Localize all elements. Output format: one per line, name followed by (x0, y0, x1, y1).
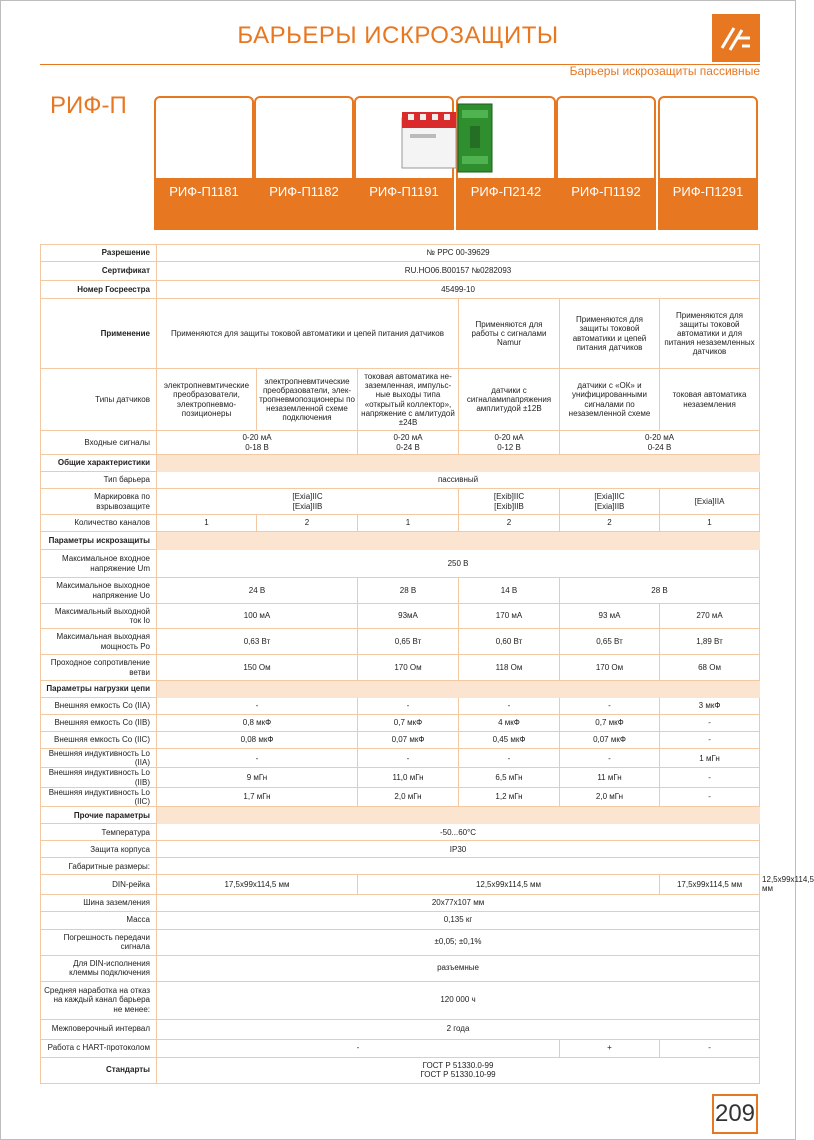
row-certificate (41, 262, 760, 281)
cell-value: 28 В (358, 578, 459, 604)
row-sensors (41, 369, 760, 431)
section-title: Общие характеристики (41, 455, 157, 472)
section-general (41, 455, 760, 472)
cell-value: 0-20 мА 0-24 В (358, 431, 459, 455)
row-application (41, 299, 760, 369)
cell-value: электропневмтические преобразователи, элек-тропневмопозционеры по незаземленной схеме подключения (257, 369, 358, 431)
cell-value: - (157, 698, 358, 715)
cell-value: 2 (560, 515, 660, 532)
cell-value: RU.НО06.B00157 №0282093 (157, 262, 760, 281)
cell-value: - (660, 715, 760, 732)
cell-value: 250 В (157, 550, 760, 578)
cell-value: - (358, 698, 459, 715)
cell-value: 100 мА (157, 604, 358, 629)
cell-value: 0,60 Вт (459, 629, 560, 655)
cell-value: 0-20 мА 0-18 В (157, 431, 358, 455)
row-label: Масса (41, 911, 157, 929)
row-label: Межповерочный интервал (41, 1019, 157, 1039)
spec-table (40, 244, 814, 1084)
cell-value: Применяются для защиты токовой автоматики и цепей питания датчиков (157, 299, 459, 369)
cell-value: [Exia]IIC [Exia]IIB (157, 489, 459, 515)
cell-value: 6,5 мГн (459, 768, 560, 787)
cell-value: - (660, 787, 760, 806)
row-label: Внешняя индуктивность Lo (IIA) (41, 749, 157, 768)
product-tab-5[interactable] (556, 96, 656, 230)
cell-value: 170 Ом (358, 655, 459, 681)
cell-value: токовая автоматика незаземления (660, 369, 760, 431)
row-label: Защита корпуса (41, 841, 157, 858)
cell-value: - (157, 1039, 560, 1057)
cell-value: Применяются для работы с сигналами Namur (459, 299, 560, 369)
row-din: DIN-рейка 17,5x99x114,5 мм 12,5x99x114,5 мм 17,5x99x114,5 мм 12,5x99x114,5 мм (41, 875, 760, 894)
cell-value: 1,89 Вт (660, 629, 760, 655)
row-label: Внешняя емкость Co (IIC) (41, 732, 157, 749)
section-load (41, 681, 760, 698)
section-title: Прочие параметры (41, 807, 157, 824)
cell-value: 1 мГн (660, 749, 760, 768)
row-label: Внешняя емкость Co (IIB) (41, 715, 157, 732)
product-tab-2[interactable] (254, 96, 354, 230)
row-uo (41, 578, 760, 604)
row-label: Маркировка по взрывозащите (41, 489, 157, 515)
row-co-iib (41, 715, 760, 732)
cell-value: 17,5x99x114,5 мм (660, 875, 760, 894)
cell-value: 1,2 мГн (459, 787, 560, 806)
row-protection (41, 841, 760, 858)
row-label: Температура (41, 824, 157, 841)
cell-value: -50...60°С (157, 824, 760, 841)
cell-value: 1 (157, 515, 257, 532)
cell-value: 0,07 мкФ (560, 732, 660, 749)
row-label: Номер Госреестра (41, 281, 157, 299)
row-lo-iib (41, 768, 760, 787)
row-permit (41, 245, 760, 262)
row-label: Разрешение (41, 245, 157, 262)
row-label: Тип барьера (41, 472, 157, 489)
page-header-title: БАРЬЕРЫ ИСКРОЗАЩИТЫ (237, 22, 559, 49)
cell-value: 118 Ом (459, 655, 560, 681)
cell-value: - (459, 749, 560, 768)
cell-value: 0,45 мкФ (459, 732, 560, 749)
cell-value: IP30 (157, 841, 760, 858)
cell-value: 170 мА (459, 604, 560, 629)
cell-value: 0,07 мкФ (358, 732, 459, 749)
cell-value: токовая автоматика не-заземленная, импульс-ные выходы типа «открытый коллектор», напряжение с амлитудой ±24В (358, 369, 459, 431)
row-calibration (41, 1019, 760, 1039)
row-label: Погрешность передачи сигнала (41, 929, 157, 955)
row-label: Типы датчиков (41, 369, 157, 431)
row-lo-iia (41, 749, 760, 768)
page-subtitle: Барьеры искрозащиты пассивные (569, 64, 760, 78)
cell-value: Применяются для защиты токовой автоматики и цепей питания датчиков (560, 299, 660, 369)
row-label: Входные сигналы (41, 431, 157, 455)
section-title: Параметры искрозащиты (41, 532, 157, 550)
cell-value: № РРС 00-39629 (157, 245, 760, 262)
row-terminals (41, 955, 760, 981)
cell-value: 9 мГн (157, 768, 358, 787)
cell-value: [Exia]IIC [Exia]IIB (560, 489, 660, 515)
section-intrinsic-safety (41, 532, 760, 550)
cell-value: 0,65 Вт (560, 629, 660, 655)
cell-value: 0,135 кг (157, 911, 760, 929)
cell-value: электропневмтические преобразователи, электропневмо-позиционеры (157, 369, 257, 431)
cell-value: 270 мА (660, 604, 760, 629)
product-tab-label: РИФ-П1181 (154, 178, 254, 230)
cell-value: - (660, 732, 760, 749)
cell-value: 24 В (157, 578, 358, 604)
row-label: Внешняя индуктивность Lo (IIB) (41, 768, 157, 787)
cell-value: 0,8 мкФ (157, 715, 358, 732)
section-other (41, 807, 760, 824)
row-label: Максимальное входное напряжение Um (41, 550, 157, 578)
row-hart (41, 1039, 760, 1057)
row-label: Проходное сопротивление ветви (41, 655, 157, 681)
row-accuracy (41, 929, 760, 955)
row-inputs (41, 431, 760, 455)
row-po (41, 629, 760, 655)
row-label: Применение (41, 299, 157, 369)
cell-value: 1,7 мГн (157, 787, 358, 806)
row-marking (41, 489, 760, 515)
row-mtbf (41, 981, 760, 1019)
row-io (41, 604, 760, 629)
cell-value: - (459, 698, 560, 715)
row-label: Работа с HART-протоколом (41, 1039, 157, 1057)
cell-value: 14 В (459, 578, 560, 604)
row-co-iia (41, 698, 760, 715)
cell-value: + (560, 1039, 660, 1057)
cell-value: 12,5x99x114,5 мм (358, 875, 660, 894)
cell-value: 93 мА (560, 604, 660, 629)
product-tab-label: РИФ-П1192 (556, 178, 656, 230)
cell-value: 28 В (560, 578, 760, 604)
section-title: Параметры нагрузки цепи (41, 681, 157, 698)
product-tab-label: РИФ-П2142 (456, 178, 556, 230)
product-tab-label: РИФ-П1182 (254, 178, 354, 230)
row-label: Для DIN-исполнения клеммы подключения (41, 955, 157, 981)
cell-value: 0,7 мкФ (358, 715, 459, 732)
cell-value: 0,63 Вт (157, 629, 358, 655)
cell-value: - (560, 749, 660, 768)
product-tab-6[interactable] (658, 96, 758, 230)
row-barrier-type (41, 472, 760, 489)
cell-value: 4 мкФ (459, 715, 560, 732)
product-tab-label: РИФ-П1191 (354, 178, 454, 230)
product-image (400, 100, 500, 176)
row-label: Шина заземления (41, 894, 157, 911)
cell-value: 20x77x107 мм (157, 894, 760, 911)
cell-value: 2 (459, 515, 560, 532)
row-dimensions (41, 858, 760, 875)
cell-value: 0-20 мА 0-12 В (459, 431, 560, 455)
cell-value: [Exib]IIC [Exib]IIB (459, 489, 560, 515)
cell-value: 1 (660, 515, 760, 532)
row-label: Количество каналов (41, 515, 157, 532)
cell-value: 0,7 мкФ (560, 715, 660, 732)
cell-value: 0,08 мкФ (157, 732, 358, 749)
row-label: Габаритные размеры: (41, 858, 157, 875)
logo-icon (712, 14, 760, 62)
cell-value: - (660, 1039, 760, 1057)
cell-value: 68 Ом (660, 655, 760, 681)
cell-value: - (560, 698, 660, 715)
cell-value: ±0,05; ±0,1% (157, 929, 760, 955)
cell-value: - (358, 749, 459, 768)
product-tab-1[interactable] (154, 96, 254, 230)
row-mass (41, 911, 760, 929)
product-tab-label: РИФ-П1291 (658, 178, 758, 230)
row-label: Внешняя индуктивность Lo (IIC) (41, 787, 157, 806)
row-channels (41, 515, 760, 532)
cell-value: - (660, 768, 760, 787)
cell-value: пассивный (157, 472, 760, 489)
cell-value: 120 000 ч (157, 981, 760, 1019)
row-label: Стандарты (41, 1057, 157, 1083)
cell-value: Применяются для защиты токовой автоматики и для питания незаземленных датчиков (660, 299, 760, 369)
cell-value: 2,0 мГн (358, 787, 459, 806)
cell-value: 45499-10 (157, 281, 760, 299)
row-label: Сертификат (41, 262, 157, 281)
row-ground-bus (41, 894, 760, 911)
row-label: DIN-рейка (41, 875, 157, 894)
row-label: Внешняя емкость Co (IIA) (41, 698, 157, 715)
cell-value: 11 мГн (560, 768, 660, 787)
cell-value: - (157, 749, 358, 768)
row-label: Максимальный выходной ток Io (41, 604, 157, 629)
cell-value: датчики с сигналамиnапряжения амплитудой ±12В (459, 369, 560, 431)
cell-value: 93мА (358, 604, 459, 629)
cell-value: 3 мкФ (660, 698, 760, 715)
row-standards (41, 1057, 760, 1083)
row-temperature (41, 824, 760, 841)
cell-value: разъемные (157, 955, 760, 981)
model-title: РИФ-П (50, 92, 127, 119)
cell-value: датчики с «ОК» и унифицированными сигналами по незаземленной схеме (560, 369, 660, 431)
cell-value: 2,0 мГн (560, 787, 660, 806)
cell-value: ГОСТ Р 51330.0-99 ГОСТ Р 51330.10-99 (157, 1057, 760, 1083)
row-register (41, 281, 760, 299)
row-label: Максимальная выходная мощность Po (41, 629, 157, 655)
cell-value: [Exia]IIA (660, 489, 760, 515)
row-lo-iic (41, 787, 760, 806)
cell-value: 1 (358, 515, 459, 532)
row-label: Максимальное выходное напряжение Uo (41, 578, 157, 604)
row-label: Средняя наработка на отказ на каждый канал барьера не менее: (41, 981, 157, 1019)
cell-value: 170 Ом (560, 655, 660, 681)
cell-value: 150 Ом (157, 655, 358, 681)
cell-value: 11,0 мГн (358, 768, 459, 787)
row-co-iic (41, 732, 760, 749)
cell-value: 2 (257, 515, 358, 532)
cell-value: 0,65 Вт (358, 629, 459, 655)
row-resistance (41, 655, 760, 681)
row-um (41, 550, 760, 578)
cell-value: 0-20 мА 0-24 В (560, 431, 760, 455)
cell-value: 2 года (157, 1019, 760, 1039)
page-number: 209 (712, 1094, 758, 1134)
cell-value: 17,5x99x114,5 мм (157, 875, 358, 894)
